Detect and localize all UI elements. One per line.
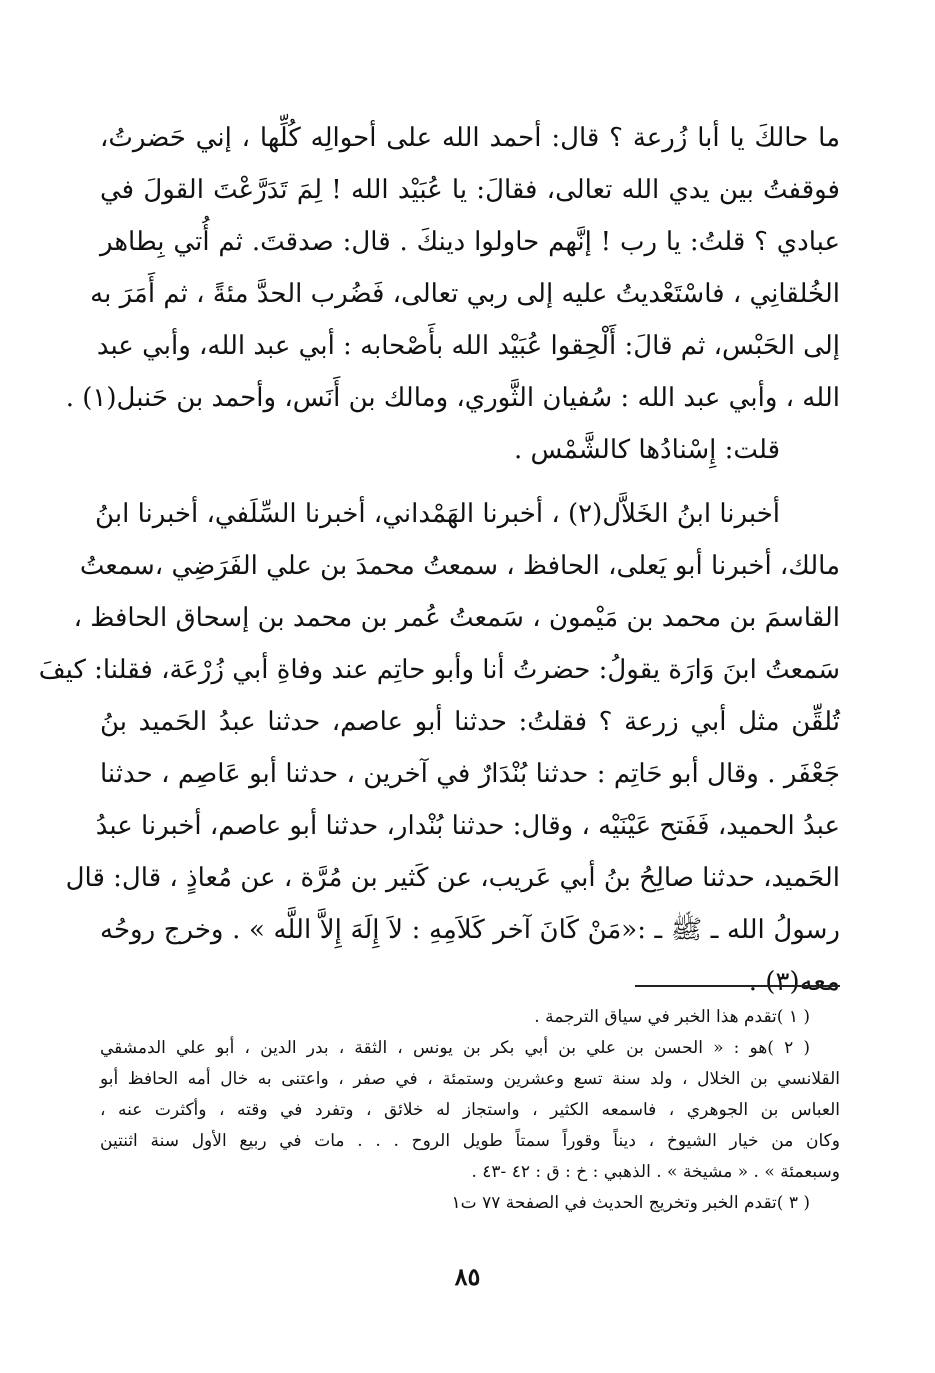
text-line: قلت: إِسْنادُها كالشَّمْس . (514, 435, 780, 465)
footnote-3: ( ٣ )تقدم الخبر وتخريج الحديث في الصفحة ٧٧ ت١ (451, 1193, 810, 1213)
text-line: عبدُ الحميد، فَفَتح عَيْنَيْه ، وقال: حدثنا بُنْدار، حدثنا أبو عاصم، أخبرنا عبدُ (95, 811, 840, 841)
footnote-2 (100, 1033, 840, 1188)
footnote-line: العباس بن الجوهري ، فاسمعه الكثير ، واستجاز له خلائق ، وتفرد في وقته ، وأكثرت عنه ، (100, 1100, 840, 1120)
text-line: الله ، وأبي عبد الله : سُفيان الثَّوري، ومالك بن أَنَس، وأحمد بن حَنبل(١) . (65, 383, 840, 413)
text-line: معه(٣) . (748, 967, 840, 997)
text-line: عبادي ؟ قلتُ: يا رب ! إنَّهم حاولوا دينكَ . قال: صدقتَ. ثم أُتي بِطاهر (100, 227, 840, 257)
footnote-line: وكان من خيار الشيوخ ، ديناً وقوراً سمتاً طويل الروح . . . مات في ربيع الأول سنة اثنتين (100, 1131, 840, 1151)
text-line: الخُلقانِي ، فاسْتَعْديتُ عليه إلى ربي تعالى، فَضُرب الحدَّ مئةً ، ثم أَمَرَ به (90, 279, 840, 309)
text-line: جَعْفَر . وقال أبو حَاتِم : حدثنا بُنْدَارٌ في آخرين ، حدثنا أبو عَاصِم ، حدثنا (100, 759, 840, 789)
footnote-1: ( ١ )تقدم هذا الخبر في سياق الترجمة . (534, 1007, 810, 1027)
text-line: أخبرنا ابنُ الخَلاَّل(٢) ، أخبرنا الهَمْداني، أخبرنا السِّلَفي، أخبرنا ابنُ (95, 499, 780, 529)
main-text (38, 112, 840, 1008)
footnote-line: القلانسي بن الخلال ، ولد سنة تسع وعشرين وستمئة ، في صفر ، واعتنى به خال أمه الحافظ أبو (100, 1069, 840, 1089)
text-line: تُلقِّن مثل أبي زرعة ؟ فقلتُ: حدثنا أبو عاصم، حدثنا عبدُ الحَميد بنُ (100, 707, 840, 737)
text-line: الحَميد، حدثنا صالِحُ بنُ أبي عَريب، عن كَثير بن مُرَّة ، عن مُعاذٍ ، قال: قال (65, 863, 840, 893)
footnote-line: ( ٢ )هو : « الحسن بن علي بن أبي بكر بن يونس ، الثقة ، بدر الدين ، أبو علي الدمشقي (100, 1038, 810, 1058)
footnote-line: وسبعمئة » . « مشيخة » . الذهبي : خ : ق : ٤٢ -٤٣ . (471, 1162, 840, 1182)
text-line: ما حالكَ يا أبا زُرعة ؟ قال: أحمد الله على أحوالِه كُلِّها ، إني حَضرتُ، (100, 123, 840, 153)
paragraph-1 (65, 112, 840, 424)
text-line: القاسمَ بن محمد بن مَيْمون ، سَمعتُ عُمر بن محمد بن إسحاق الحافظ ، (73, 603, 840, 633)
text-line: إلى الحَبْس، ثم قالَ: أَلْحِقوا عُبَيْد الله بأَصْحابه : أبي عبد الله، وأبي عبد (96, 331, 840, 361)
paragraph-2 (100, 424, 840, 476)
text-line: فوقفتُ بين يدي الله تعالى، فقالَ: يا عُبَيْد الله ! لِمَ تَدَرَّعْتَ القولَ في (100, 175, 840, 205)
text-line: رسولُ الله ـ ﷺ ـ :«مَنْ كَانَ آخر كَلاَمِهِ : لاَ إِلَهَ إِلاَّ اللَّه » . وخرج روحُه (100, 915, 840, 945)
page-number: ٨٥ (454, 1262, 481, 1291)
text-line: مالك، أخبرنا أبو يَعلى، الحافظ ، سمعتُ محمدَ بن علي الفَرَضِي ،سمعتُ (79, 551, 840, 581)
paragraph-gap (100, 476, 840, 488)
text-line: سَمعتُ ابنَ وَارَة يقولُ: حضرتُ أنا وأبو حاتِم عند وفاةِ أبي زُرْعَة، فقلنا: كيفَ (38, 655, 840, 685)
paragraph-3 (38, 488, 840, 1008)
footnotes (100, 1002, 840, 1219)
footnote-divider (635, 985, 840, 987)
